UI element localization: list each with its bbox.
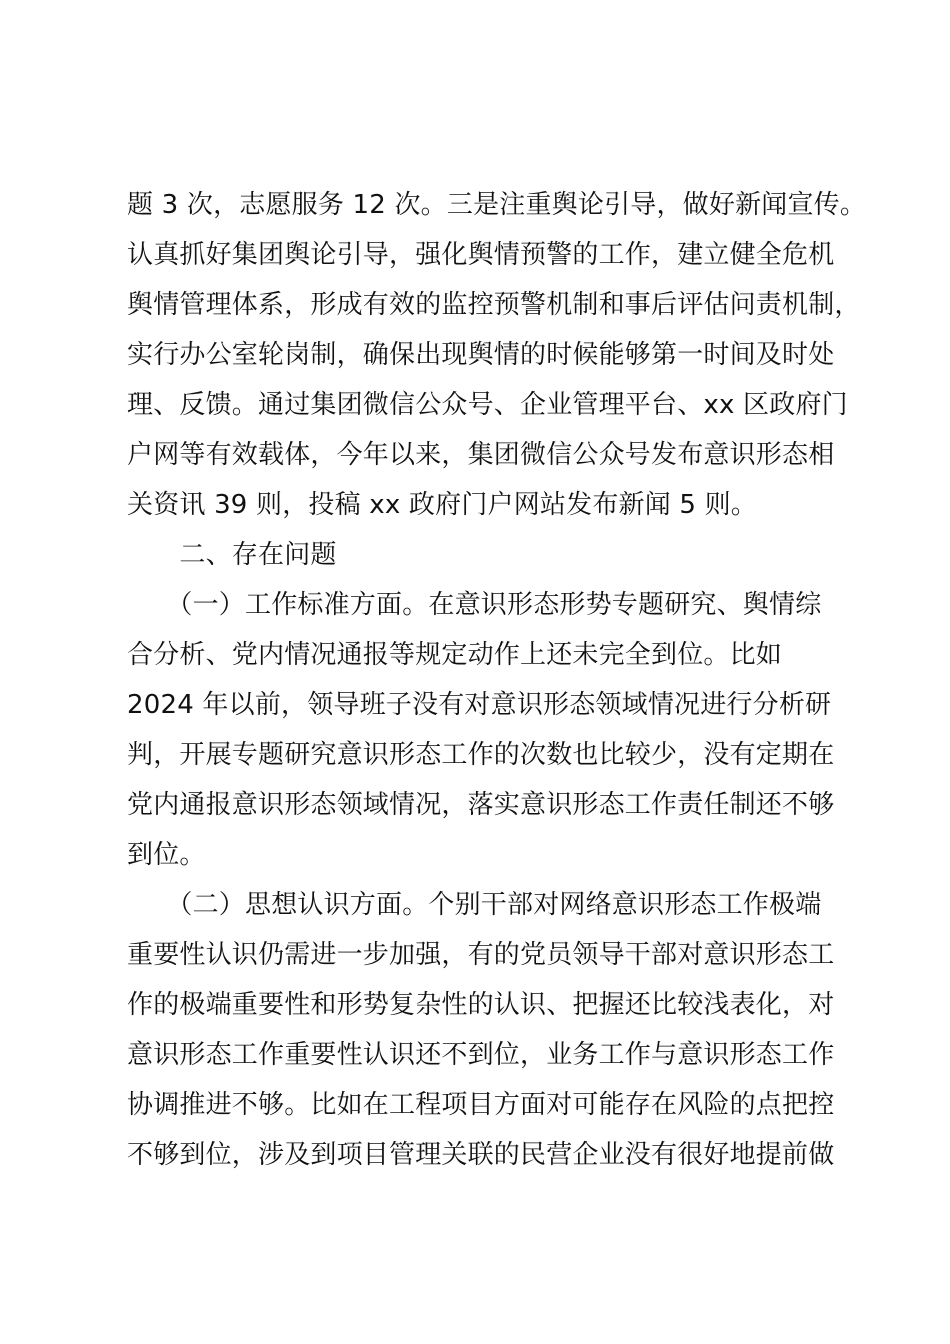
text-line: 作的极端重要性和形势复杂性的认识、把握还比较浅表化，对 xyxy=(127,990,835,1020)
text-line: 关资讯 39 则，投稿 xx 政府门户网站发布新闻 5 则。 xyxy=(127,490,757,520)
text-line: 认真抓好集团舆论引导，强化舆情预警的工作，建立健全危机 xyxy=(127,240,835,270)
paragraph-heading: （二）思想认识方面。个别干部对网络意识形态工作极端 xyxy=(127,890,822,920)
text-line: 党内通报意识形态领域情况，落实意识形态工作责任制还不够 xyxy=(127,790,835,820)
section-heading: 二、存在问题 xyxy=(127,540,337,570)
text-line: 合分析、党内情况通报等规定动作上还未完全到位。比如 xyxy=(127,640,783,670)
text-line: 户网等有效载体，今年以来，集团微信公众号发布意识形态相 xyxy=(127,440,835,470)
text-line: 不够到位，涉及到项目管理关联的民营企业没有很好地提前做 xyxy=(127,1140,835,1170)
text-line: 到位。 xyxy=(127,840,206,870)
text-line: 2024 年以前，领导班子没有对意识形态领域情况进行分析研 xyxy=(127,690,832,720)
text-line: 意识形态工作重要性认识还不到位，业务工作与意识形态工作 xyxy=(127,1040,835,1070)
paragraph-heading: （一）工作标准方面。在意识形态形势专题研究、舆情综 xyxy=(127,590,822,620)
text-line: 理、反馈。通过集团微信公众号、企业管理平台、xx 区政府门 xyxy=(127,390,848,420)
text-line: 舆情管理体系，形成有效的监控预警机制和事后评估问责机制， xyxy=(127,290,861,320)
text-line: 重要性认识仍需进一步加强，有的党员领导干部对意识形态工 xyxy=(127,940,835,970)
text-line: 协调推进不够。比如在工程项目方面对可能存在风险的点把控 xyxy=(127,1090,835,1120)
text-line: 判，开展专题研究意识形态工作的次数也比较少，没有定期在 xyxy=(127,740,835,770)
text-line: 题 3 次，志愿服务 12 次。三是注重舆论引导，做好新闻宣传。 xyxy=(127,190,867,220)
text-line: 实行办公室轮岗制，确保出现舆情的时候能够第一时间及时处 xyxy=(127,340,835,370)
